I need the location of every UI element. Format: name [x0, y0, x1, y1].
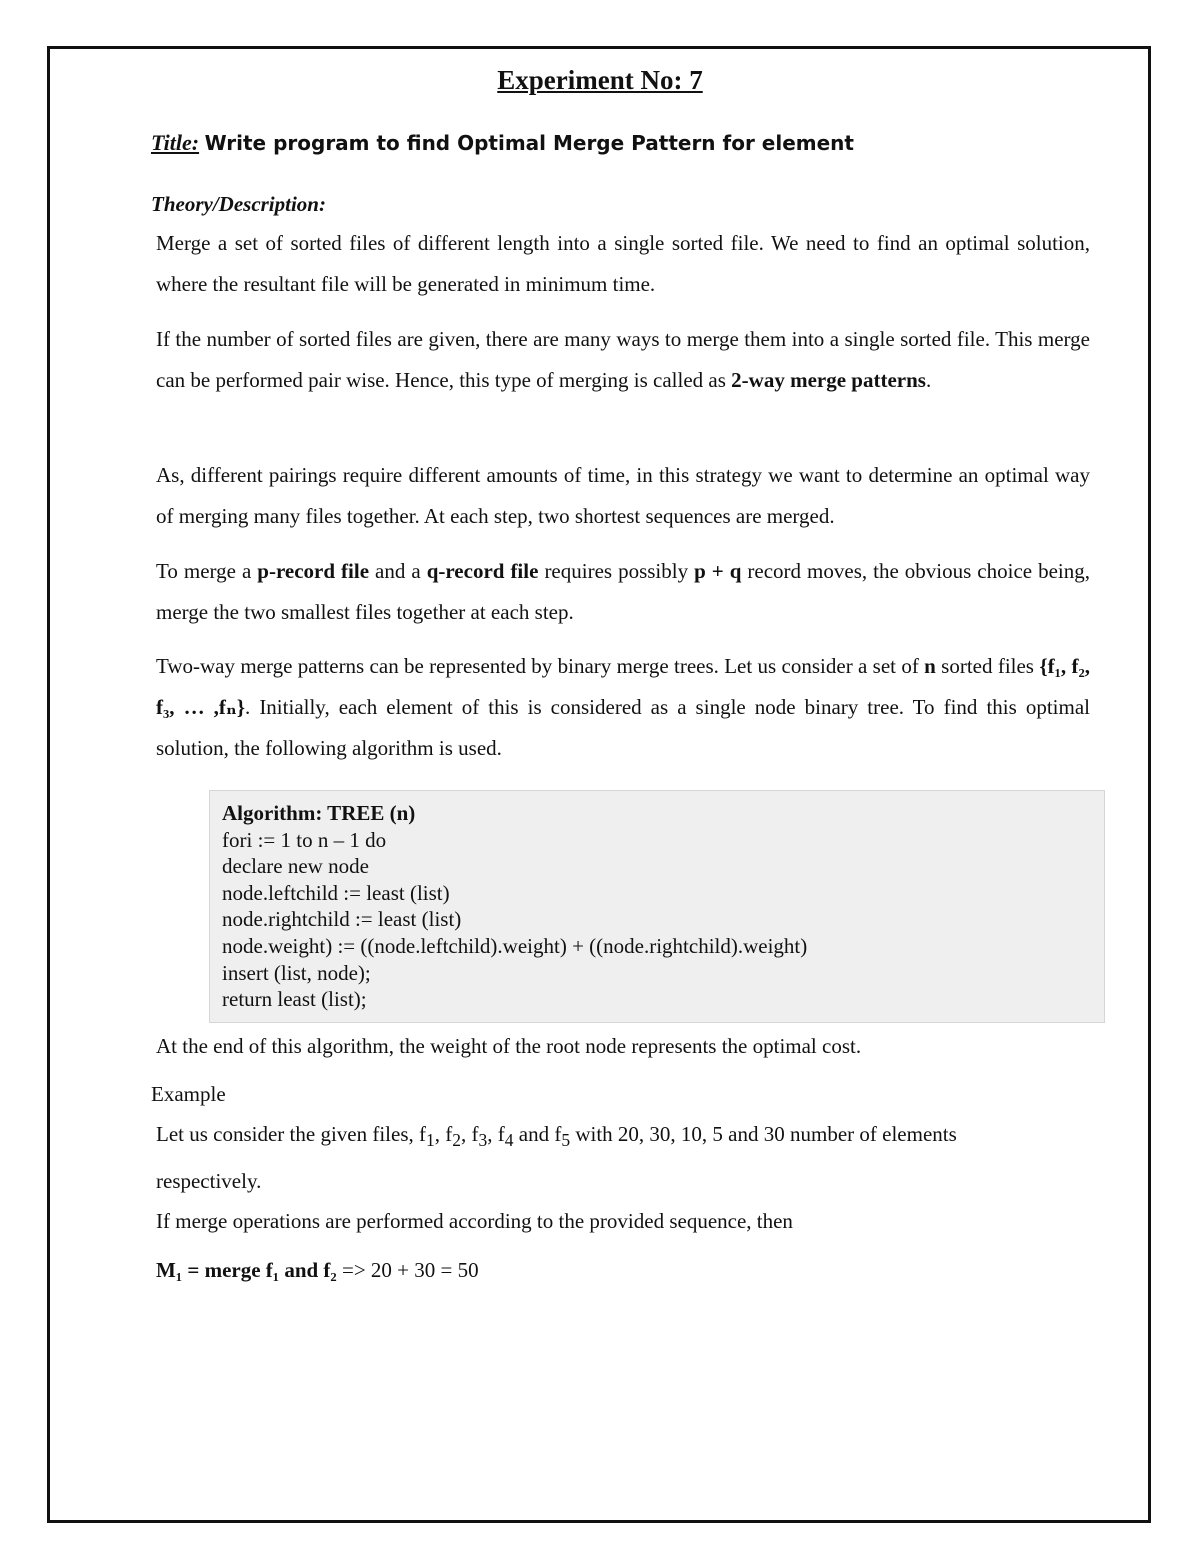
- paragraph-strategy: As, different pairings require different amounts of time, in this strategy we want to determine an optimal way of merging many files together. At each step, two shortest sequences are merged.: [156, 463, 1090, 528]
- p4-text-d: record moves, the obvious choice being, merge the two smallest files together at each step.: [156, 559, 1090, 624]
- algorithm-line: return least (list);: [222, 987, 367, 1012]
- paragraph-intro: Merge a set of sorted files of different length into a single sorted file. We need to find an optimal solution, where the resultant file will be generated in minimum time.: [156, 231, 1090, 296]
- algorithm-line: declare new node: [222, 854, 369, 879]
- ex-sub-4: 4: [504, 1130, 514, 1151]
- p5-bold-1: n: [924, 654, 936, 678]
- m1-bold: M₁ = merge f₁ and f₂: [156, 1258, 337, 1282]
- algorithm-title: Algorithm: TREE (n): [222, 801, 416, 825]
- title-label: Title:: [151, 130, 200, 155]
- p4-bold-1: p-record file: [257, 559, 370, 583]
- experiment-heading: Experiment No: 7: [497, 65, 703, 95]
- ex-sub-5: 5: [561, 1130, 571, 1151]
- p2-bold: 2-way merge patterns: [731, 368, 926, 392]
- ex-text-d: , f: [487, 1122, 505, 1146]
- ex-text-a: Let us consider the given files, f: [156, 1122, 427, 1146]
- p4-text-a: To merge a: [156, 559, 258, 583]
- algorithm-line: node.rightchild := least (list): [222, 907, 462, 932]
- merge-m1-line: [156, 1258, 479, 1283]
- p5-bold-2: {f₁, f₂, f₃, … ,fₙ}: [156, 654, 1090, 719]
- algorithm-line: fori := 1 to n – 1 do: [222, 827, 387, 852]
- merge-intro-text: If merge operations are performed according to the provided sequence, then: [156, 1209, 793, 1233]
- theory-label: Theory/Description:: [151, 192, 326, 216]
- p4-bold-3: p + q: [694, 559, 742, 583]
- p4-text-c: requires possibly: [538, 559, 695, 583]
- algorithm-box: [209, 790, 1105, 1023]
- title-text: Write program to find Optimal Merge Pattern for element: [204, 131, 854, 155]
- p5-text-b: sorted files: [935, 654, 1040, 678]
- p2-text-a: If the number of sorted files are given, there are many ways to merge them into a single sorted file. This merge can be performed pair wise. Hence, this type of merging is called as: [156, 327, 1090, 392]
- ex-sub-2: 2: [452, 1130, 462, 1151]
- ex-text-f: with 20, 30, 10, 5 and 30 number of elements respectively.: [156, 1122, 957, 1194]
- ex-text-b: , f: [434, 1122, 453, 1146]
- p5-text-a: Two-way merge patterns can be represented by binary merge trees. Let us consider a set of: [156, 654, 925, 678]
- p2-text-b: .: [925, 368, 932, 392]
- p5-text-c: . Initially, each element of this is considered as a single node binary tree. To find this optimal solution, the following algorithm is used.: [156, 695, 1090, 760]
- paragraph-trees: [156, 646, 1090, 769]
- ex-sub-3: 3: [478, 1130, 488, 1151]
- m1-rest: => 20 + 30 = 50: [336, 1258, 479, 1282]
- algorithm-line: insert (list, node);: [222, 960, 371, 985]
- p4-bold-2: q-record file: [426, 559, 539, 583]
- title-line: [151, 130, 854, 156]
- paragraph-2way: [156, 319, 1090, 401]
- after-algorithm-text: At the end of this algorithm, the weight of the root node represents the optimal cost.: [156, 1034, 862, 1058]
- ex-text-c: , f: [461, 1122, 479, 1146]
- example-label: Example: [151, 1082, 226, 1106]
- example-text: [156, 1114, 1056, 1202]
- ex-sub-1: 1: [426, 1130, 435, 1151]
- algorithm-line: node.weight) := ((node.leftchild).weight) + ((node.rightchild).weight): [222, 933, 808, 958]
- ex-text-e: and f: [513, 1122, 562, 1146]
- p4-text-b: and a: [369, 559, 427, 583]
- algorithm-line: node.leftchild := least (list): [222, 880, 450, 905]
- paragraph-pq: [156, 551, 1090, 633]
